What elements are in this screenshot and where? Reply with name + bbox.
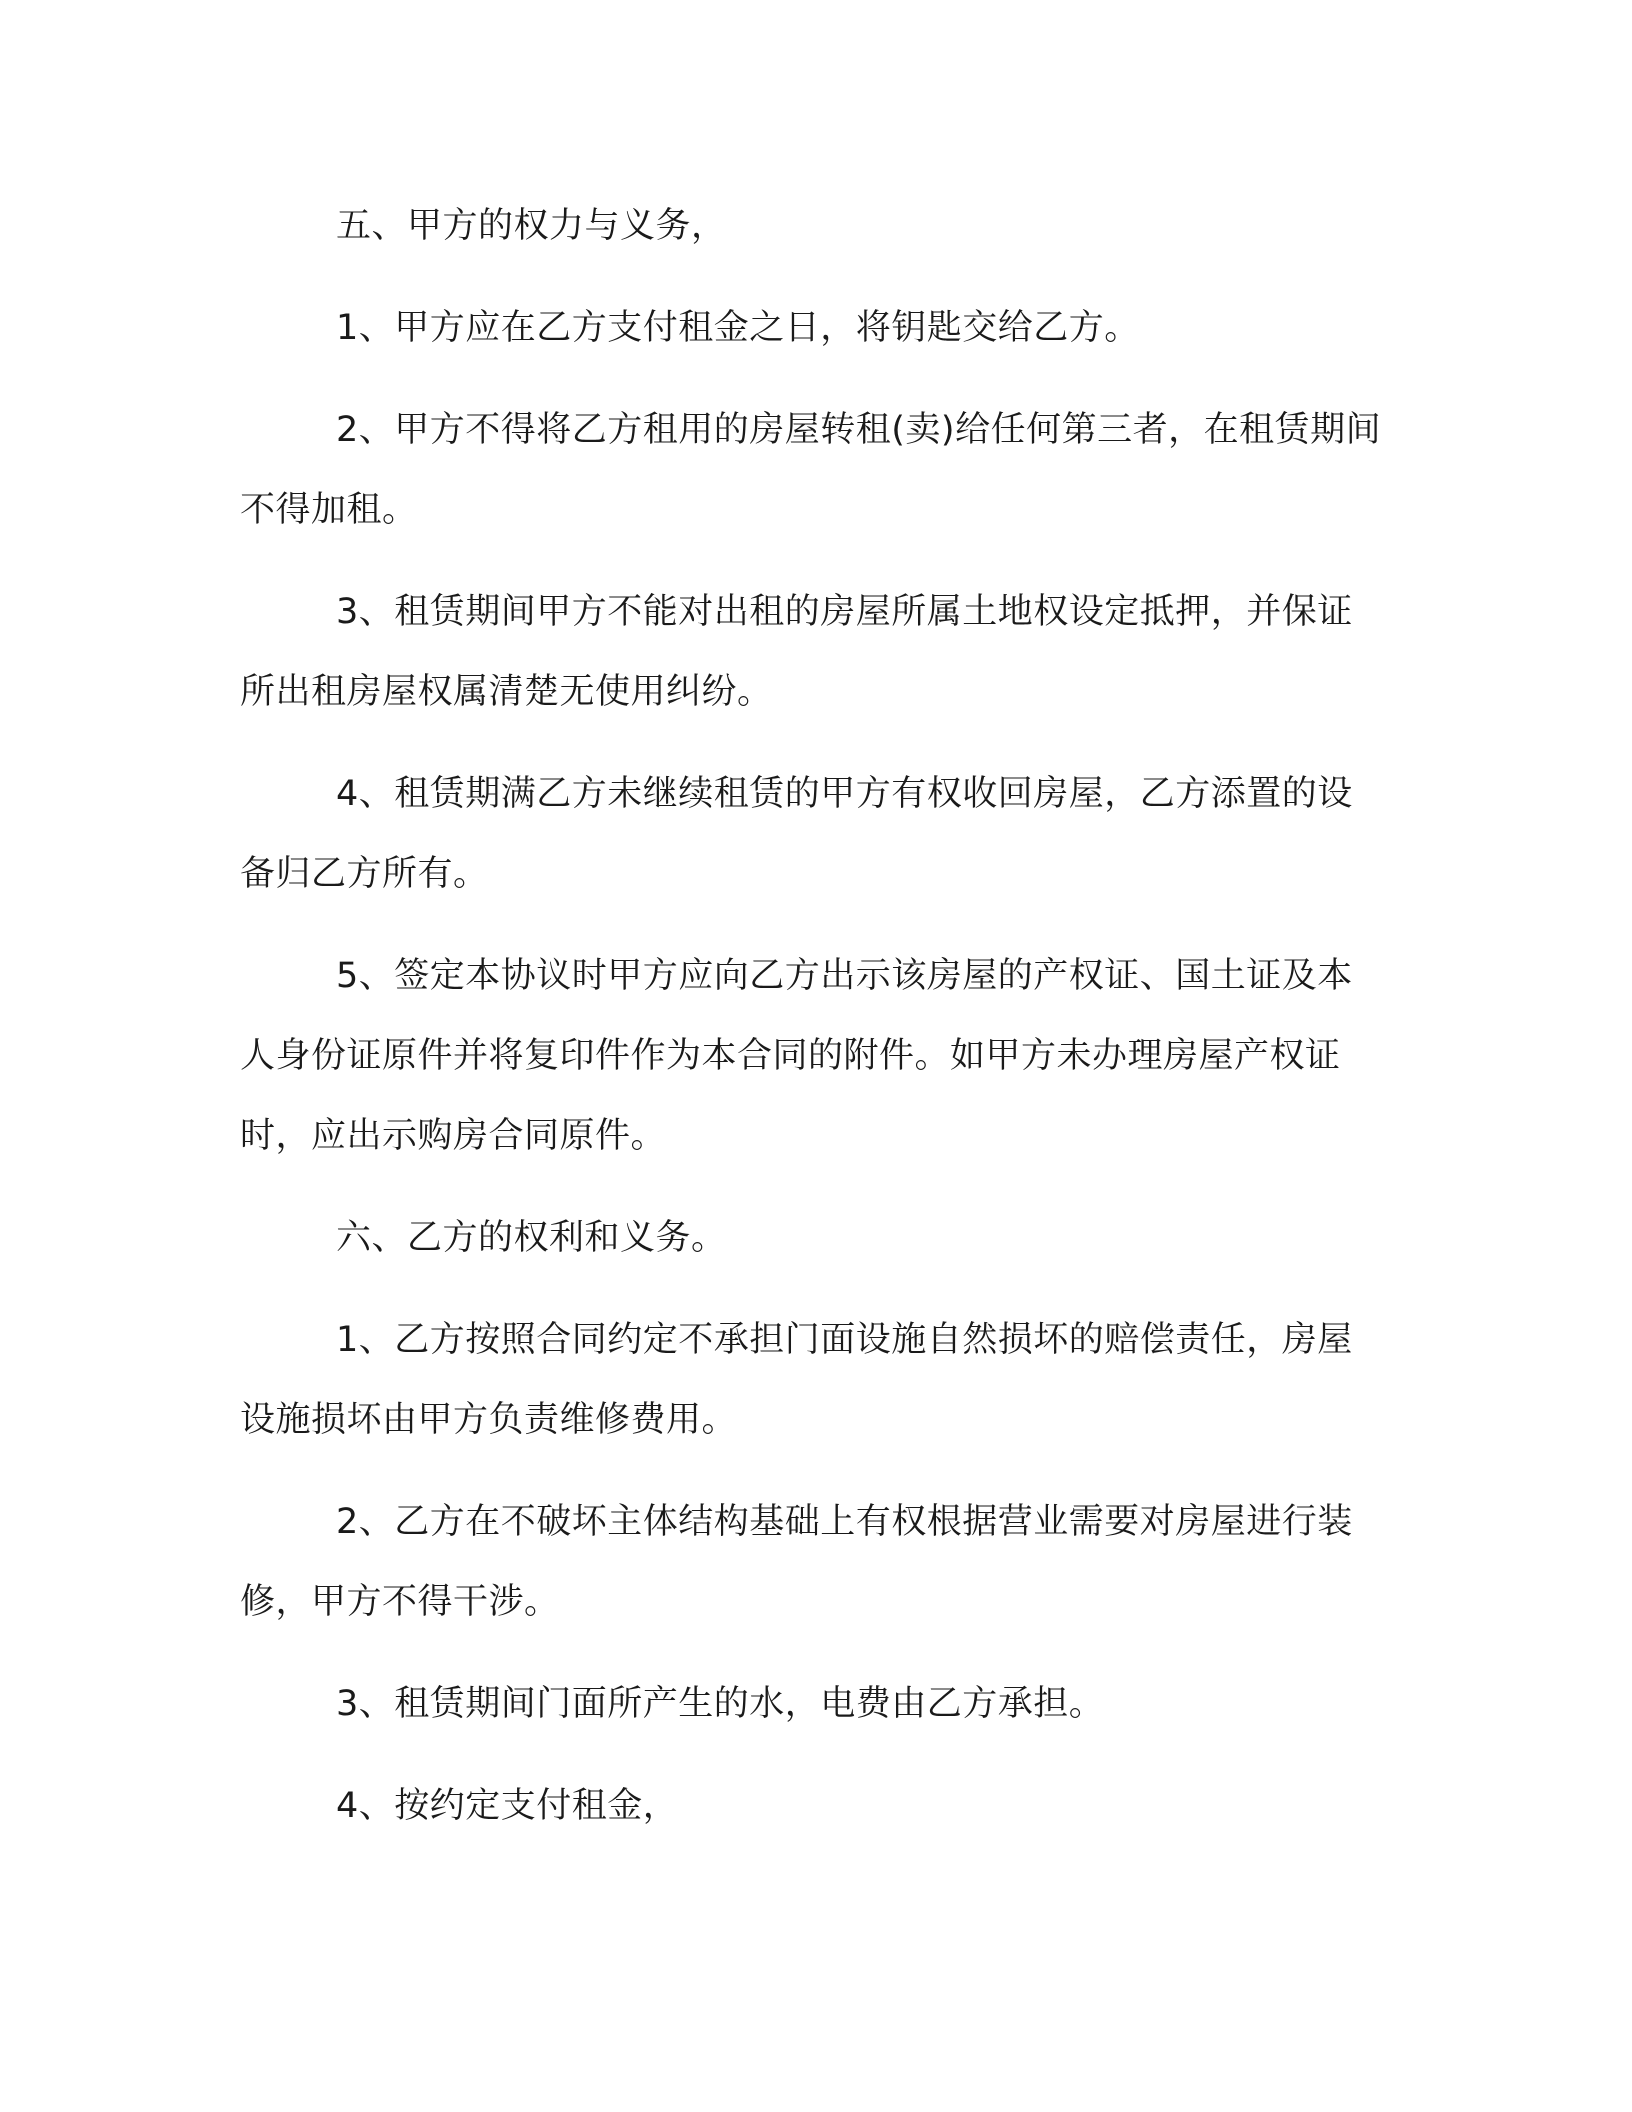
clause-b-1: 1、乙方按照合同约定不承担门面设施自然损坏的赔偿责任，房屋设施损坏由甲方负责维修费用。 [240, 1320, 1353, 1440]
document-body [240, 186, 1388, 1846]
clause-a-5: 5、签定本协议时甲方应向乙方出示该房屋的产权证、国土证及本人身份证原件并将复印件作为本合同的附件。如甲方未办理房屋产权证时，应出示购房合同原件。 [240, 956, 1353, 1156]
clause-a-4: 4、租赁期满乙方未继续租赁的甲方有权收回房屋，乙方添置的设备归乙方所有。 [240, 774, 1353, 894]
section-heading-party-b: 六、乙方的权利和义务。 [336, 1218, 727, 1258]
section-heading-party-a: 五、甲方的权力与义务， [336, 206, 727, 246]
clause-a-2: 2、甲方不得将乙方租用的房屋转租(卖)给任何第三者，在租赁期间不得加租。 [240, 410, 1382, 530]
clause-b-2: 2、乙方在不破坏主体结构基础上有权根据营业需要对房屋进行装修，甲方不得干涉。 [240, 1502, 1353, 1622]
clause-b-4: 4、按约定支付租金， [336, 1786, 679, 1826]
clause-a-3: 3、租赁期间甲方不能对出租的房屋所属土地权设定抵押，并保证所出租房屋权属清楚无使用纠纷。 [240, 592, 1353, 712]
clause-b-3: 3、租赁期间门面所产生的水，电费由乙方承担。 [336, 1684, 1105, 1724]
clause-a-1: 1、甲方应在乙方支付租金之日，将钥匙交给乙方。 [336, 308, 1140, 348]
